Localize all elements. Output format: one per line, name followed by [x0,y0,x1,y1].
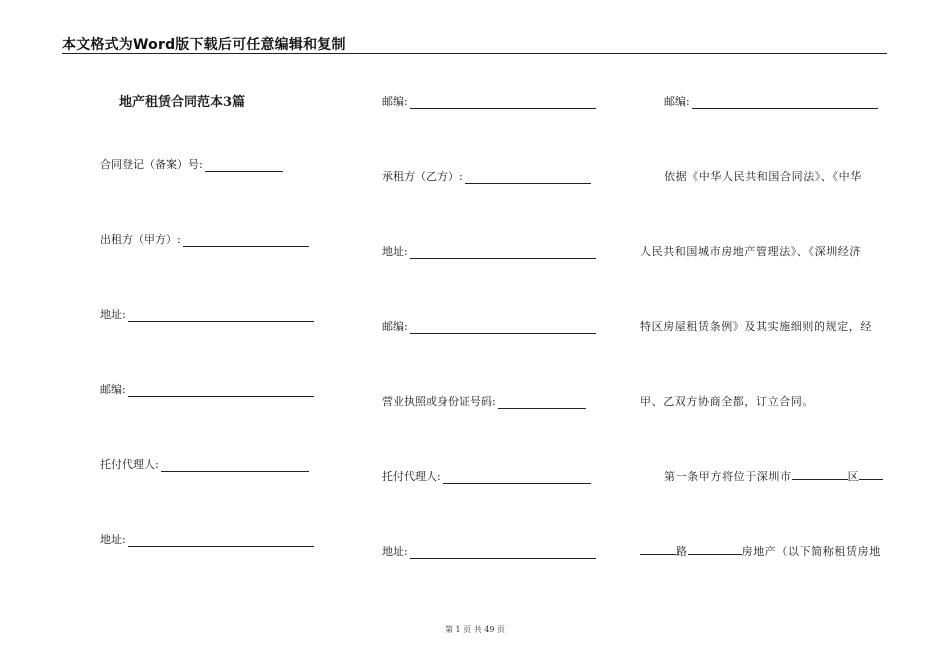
blank-line [128,535,314,547]
field-label: 地址: [100,533,126,546]
field-label: 出租方（甲方）: [100,233,181,246]
clause-1-line-2 [640,543,881,559]
field-label: 地址: [382,545,408,558]
clause-text: 路 [676,545,688,558]
blank-line [161,460,309,472]
blank-line [465,172,591,184]
download-banner: 本文格式为Word版下载后可任意编辑和复制 [62,37,346,53]
blank-line [640,544,676,555]
lessee-agent-address-field [382,543,596,559]
contract-registration-field [100,156,283,172]
field-label: 邮编: [382,320,408,333]
document-title: 地产租赁合同范本3篇 [119,95,246,110]
field-label: 承租方（乙方）: [382,170,463,183]
lessee-field [382,168,591,184]
lessee-postcode-field [382,318,596,334]
blank-line [443,472,591,484]
header-rule [62,53,887,54]
lessor-agent-postcode-field [382,93,596,109]
blank-line [859,469,883,480]
preamble-line-2: 人民共和国城市房地产管理法》、《深圳经济 [640,245,861,258]
blank-line [410,97,596,109]
blank-line [205,160,283,172]
lessor-agent-address-field [100,531,314,547]
blank-line [792,469,848,480]
field-label: 邮编: [100,383,126,396]
field-label: 托付代理人: [100,458,159,471]
lessee-agent-field [382,468,591,484]
blank-line [128,310,314,322]
lessee-address-field [382,243,596,259]
lessor-agent-field [100,456,309,472]
blank-line [183,235,309,247]
blank-line [410,322,596,334]
field-label: 地址: [100,308,126,321]
preamble-line-3: 特区房屋租赁条例》及其实施细则的规定，经 [640,320,872,333]
lessor-postcode-field [100,381,314,397]
lessee-agent-postcode-field [664,93,878,109]
blank-line [688,544,742,555]
lessor-address-field [100,306,314,322]
page-number: 第 1 页 共 49 页 [445,625,505,634]
clause-text: 房地产（以下简称租赁房地 [741,545,881,558]
field-label: 合同登记（备案）号: [100,158,203,171]
blank-line [410,547,596,559]
field-label: 邮编: [664,95,690,108]
preamble-line-4: 甲、乙双方协商全都，订立合同。 [640,395,814,408]
blank-line [692,97,878,109]
field-label: 营业执照或身份证号码: [382,395,496,408]
clause-1-line-1 [664,468,883,484]
blank-line [410,247,596,259]
field-label: 托付代理人: [382,470,441,483]
license-id-field [382,393,586,409]
preamble-line-1: 依据《中华人民共和国合同法》、《中华 [664,170,862,183]
field-label: 邮编: [382,95,408,108]
field-label: 地址: [382,245,408,258]
lessor-field [100,231,309,247]
blank-line [498,397,586,409]
clause-text: 区 [847,470,860,483]
blank-line [128,385,314,397]
clause-text: 第一条甲方将位于深圳市 [664,470,792,483]
